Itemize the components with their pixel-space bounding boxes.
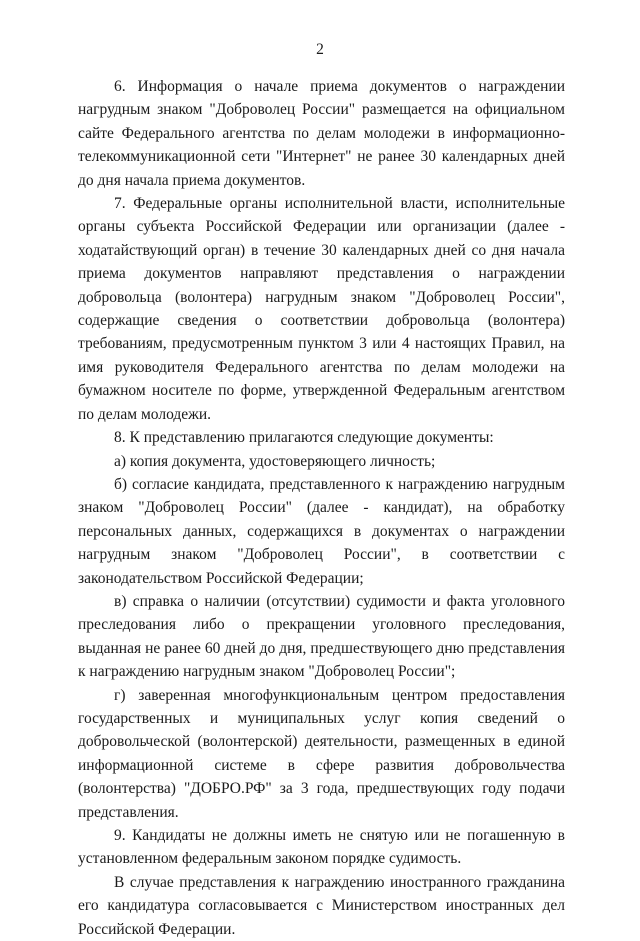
document-body — [78, 75, 565, 941]
page-number: 2 — [316, 41, 324, 58]
paragraph-8: 8. К представлению прилагаются следующие документы: — [114, 429, 494, 447]
paragraph-9: 9. Кандидаты не должны иметь не снятую или не погашенную в установленном федеральным законом порядке судимость. — [78, 827, 565, 868]
paragraph-8a: а) копия документа, удостоверяющего личность; — [114, 452, 436, 470]
paragraph-9-foreign: В случае представления к награждению иностранного гражданина его кандидатура согласовывается с Министерством иностранных дел Российской Федерации. — [78, 873, 565, 938]
paragraph-8b: б) согласие кандидата, представленного к награждению нагрудным знаком "Доброволец России" (далее - кандидат), на обработку персональных данных, содержащихся в документах о награждении нагрудным знаком "Доброволец России", в соответствии с законодательством Российской Федерации; — [78, 475, 565, 587]
paragraph-8v: в) справка о наличии (отсутствии) судимости и факта уголовного преследования либо о прекращении уголовного преследования, выданная не ранее 60 дней до дня, предшествующего дню представления к награждению нагрудным знаком "Доброволец России"; — [78, 592, 565, 681]
paragraph-6: 6. Информация о начале приема документов о награждении нагрудным знаком "Доброволец России" размещается на официальном сайте Федерального агентства по делам молодежи в информационно-телекоммуникационной сети "Интернет" не ранее 30 календарных дней до дня начала приема документов. — [78, 78, 565, 189]
paragraph-8g: г) заверенная многофункциональным центром предоставления государственных и муниципальных услуг копия сведений о добровольческой (волонтерской) деятельности, размещенных в единой информационной системе в сфере развития добровольчества (волонтерства) "ДОБРО.РФ" за 3 года, предшествующих году подачи представления. — [78, 686, 565, 821]
paragraph-7: 7. Федеральные органы исполнительной власти, исполнительные органы субъекта Российской Федерации или организации (далее - ходатайствующий орган) в течение 30 календарных дней со дня начала приема документов направляют представления о награждении добровольца (волонтера) нагрудным знаком "Доброволец России", содержащие сведения о соответствии добровольца (волонтера) требованиям, предусмотренным пунктом 3 или 4 настоящих Правил, на имя руководителя Федерального агентства по делам молодежи на бумажном носителе по форме, утвержденной Федеральным агентством по делам молодежи. — [78, 195, 565, 423]
